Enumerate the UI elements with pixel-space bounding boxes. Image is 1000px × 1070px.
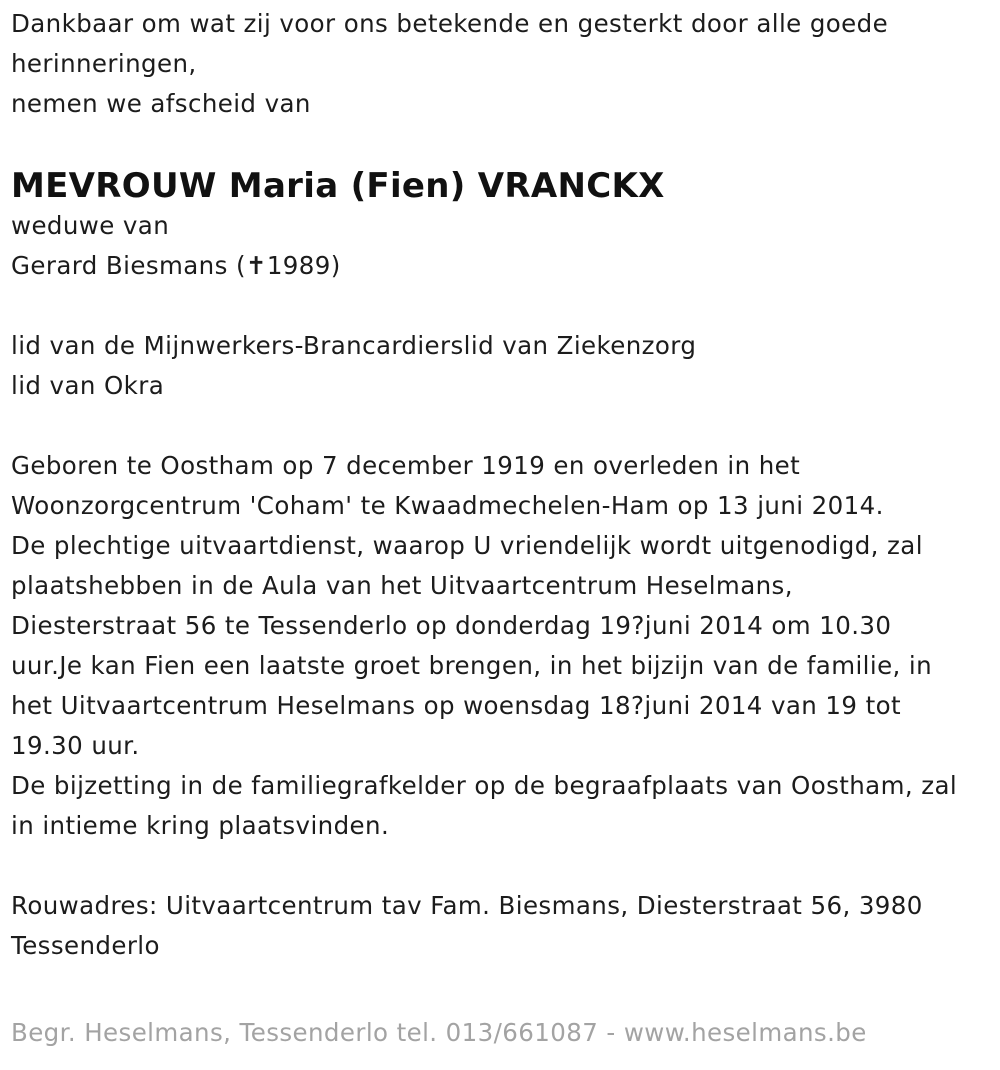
spacer (11, 406, 986, 446)
mourning-address: Rouwadres: Uitvaartcentrum tav Fam. Biesmans, Diesterstraat 56, 3980 Tessenderlo (11, 891, 923, 960)
birth-death-text: Geboren te Oostham op 7 december 1919 en overleden in het Woonzorgcentrum 'Coham' te Kwaadmechelen-Ham op 13 juni 2014. (11, 451, 884, 520)
intro-line-2: herinneringen, (11, 49, 197, 78)
service-line-1: De plechtige uitvaartdienst, waarop U vriendelijk wordt uitgenodigd, zal (11, 531, 923, 560)
service-line-2: plaatshebben in de Aula van het Uitvaartcentrum Heselmans, (11, 571, 793, 600)
spacer (11, 286, 986, 326)
undertaker-footer: Begr. Heselmans, Tessenderlo tel. 013/661087 - www.heselmans.be (11, 1018, 867, 1047)
membership-2: lid van Okra (11, 371, 165, 400)
membership-1: lid van de Mijnwerkers-Brancardierslid van Ziekenzorg (11, 331, 697, 360)
deceased-name: MEVROUW Maria (Fien) VRANCKX (11, 166, 665, 206)
intro-line-1: Dankbaar om wat zij voor ons betekende en gesterkt door alle goede (11, 9, 889, 38)
death-notice (11, 4, 986, 966)
intro-line-3: nemen we afscheid van (11, 89, 311, 118)
spacer (11, 846, 986, 886)
service-line-5: het Uitvaartcentrum Heselmans op woensdag 18?juni 2014 van 19 tot (11, 691, 901, 720)
service-line-3: Diesterstraat 56 te Tessenderlo op donderdag 19?juni 2014 om 10.30 (11, 611, 892, 640)
burial-text: De bijzetting in de familiegrafkelder op de begraafplaats van Oostham, zal in intieme kring plaatsvinden. (11, 771, 958, 840)
service-line-4: uur.Je kan Fien een laatste groet brengen, in het bijzijn van de familie, in (11, 651, 933, 680)
widow-of-label: weduwe van (11, 211, 170, 240)
service-line-6: 19.30 uur. (11, 731, 140, 760)
spouse-name: Gerard Biesmans (✝1989) (11, 251, 341, 280)
